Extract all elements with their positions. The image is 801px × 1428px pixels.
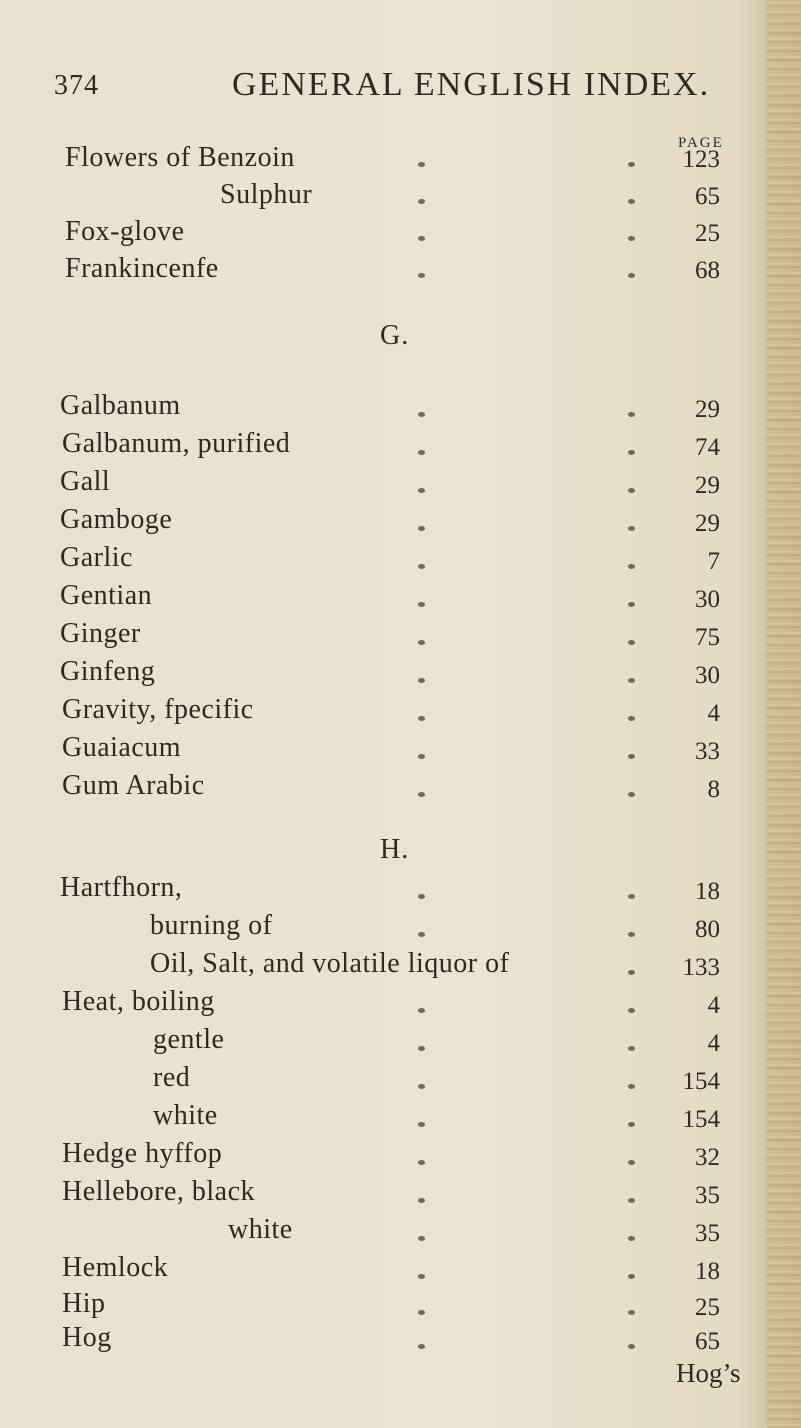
entry-name: Ginfeng [60, 656, 156, 687]
entry-page: 29 [695, 510, 720, 537]
entry-page: 65 [695, 183, 720, 210]
entry-page: 80 [695, 916, 720, 943]
leader-dot [418, 564, 425, 569]
index-entry [0, 770, 801, 810]
entry-page: 154 [682, 1106, 720, 1133]
leader-dot [628, 1236, 635, 1241]
entry-name: Fox-glove [65, 216, 185, 247]
index-entry [0, 216, 801, 256]
leader-dot [628, 1008, 635, 1013]
entry-name: Hartfhorn, [60, 872, 183, 903]
leader-dot [628, 488, 635, 493]
index-entry [0, 1252, 801, 1292]
entry-name: Gall [60, 466, 111, 497]
entry-name: Sulphur [220, 179, 313, 210]
entry-page: 30 [695, 586, 720, 613]
entry-page: 33 [695, 738, 720, 765]
index-entry [0, 694, 801, 734]
leader-dot [418, 932, 425, 937]
leader-dot [418, 526, 425, 531]
index-entry [0, 618, 801, 658]
leader-dot [628, 678, 635, 683]
page-number: 374 [54, 70, 99, 101]
leader-dot [418, 1344, 425, 1349]
leader-dot [418, 1274, 425, 1279]
index-entry [0, 872, 801, 912]
leader-dot [418, 602, 425, 607]
entry-page: 25 [695, 1294, 720, 1321]
entry-name: Gamboge [60, 504, 173, 535]
entry-name: Flowers of Benzoin [65, 142, 295, 173]
page-column-label: PAGE [678, 135, 724, 151]
entry-page: 65 [695, 1328, 720, 1355]
entry-name: burning of [150, 910, 273, 941]
leader-dot [628, 1274, 635, 1279]
index-entry [0, 1100, 801, 1140]
leader-dot [418, 162, 425, 167]
leader-dot [628, 792, 635, 797]
entry-page: 8 [707, 776, 720, 803]
leader-dot [628, 1084, 635, 1089]
entry-page: 123 [682, 146, 720, 173]
entry-page: 7 [707, 548, 720, 575]
entry-name: Frankincenfe [65, 253, 219, 284]
entry-page: 74 [695, 434, 720, 461]
entry-name: Galbanum, purified [62, 428, 291, 459]
leader-dot [628, 526, 635, 531]
leader-dot [628, 1160, 635, 1165]
index-entry [0, 504, 801, 544]
entry-name: Gentian [60, 580, 153, 611]
entry-name: Gum Arabic [62, 770, 205, 801]
index-entry [0, 580, 801, 620]
index-entry [0, 466, 801, 506]
entry-page: 154 [682, 1068, 720, 1095]
leader-dot [418, 1046, 425, 1051]
leader-dot [628, 640, 635, 645]
leader-dot [418, 450, 425, 455]
leader-dot [628, 162, 635, 167]
leader-dot [628, 1122, 635, 1127]
entry-page: 18 [695, 1258, 720, 1285]
catchword: Hog’s [676, 1358, 741, 1388]
leader-dot [418, 236, 425, 241]
index-entry [0, 1322, 801, 1362]
entry-name: red [153, 1062, 191, 1093]
entry-page: 29 [695, 472, 720, 499]
entry-page: 4 [707, 700, 720, 727]
index-entry [0, 142, 801, 182]
index-entry [0, 1062, 801, 1102]
index-entry [0, 910, 801, 950]
leader-dot [418, 412, 425, 417]
entry-name: Heat, boiling [62, 986, 215, 1017]
leader-dot [418, 488, 425, 493]
entry-name: Hip [62, 1288, 106, 1319]
index-entry [0, 1214, 801, 1254]
entry-page: 25 [695, 220, 720, 247]
entry-name: white [228, 1214, 293, 1245]
entry-page: 35 [695, 1220, 720, 1247]
leader-dot [628, 412, 635, 417]
leader-dot [628, 754, 635, 759]
leader-dot [628, 564, 635, 569]
leader-dot [628, 1198, 635, 1203]
leader-dot [418, 273, 425, 278]
entry-page: 29 [695, 396, 720, 423]
entry-page: 32 [695, 1144, 720, 1171]
leader-dot [418, 716, 425, 721]
index-entry [0, 732, 801, 772]
entry-page: 68 [695, 257, 720, 284]
entry-name: Hemlock [62, 1252, 169, 1283]
leader-dot [418, 1084, 425, 1089]
index-entry [0, 1138, 801, 1178]
index-entry [0, 1024, 801, 1064]
entry-page: 4 [707, 1030, 720, 1057]
entry-name: Galbanum [60, 390, 181, 421]
leader-dot [628, 273, 635, 278]
leader-dot [418, 754, 425, 759]
leader-dot [628, 602, 635, 607]
index-entry [0, 542, 801, 582]
entry-name: Ginger [60, 618, 141, 649]
entry-page: 18 [695, 878, 720, 905]
index-entry [0, 1176, 801, 1216]
entry-name: gentle [153, 1024, 225, 1055]
leader-dot [418, 199, 425, 204]
entry-page: 4 [707, 992, 720, 1019]
entry-name: Guaiacum [62, 732, 182, 763]
leader-dot [418, 678, 425, 683]
leader-dot [418, 1160, 425, 1165]
leader-dot [628, 199, 635, 204]
leader-dot [418, 1198, 425, 1203]
leader-dot [628, 932, 635, 937]
leader-dot [628, 1344, 635, 1349]
leader-dot [418, 1122, 425, 1127]
leader-dot [418, 1310, 425, 1315]
entry-name: Gravity, fpecific [62, 694, 254, 725]
entry-page: 75 [695, 624, 720, 651]
index-entry [0, 986, 801, 1026]
leader-dot [418, 640, 425, 645]
index-entry [0, 179, 801, 219]
index-entry [0, 948, 801, 988]
leader-dot [628, 236, 635, 241]
leader-dot [628, 1310, 635, 1315]
entry-name: Hog [62, 1322, 112, 1353]
entry-name: white [153, 1100, 218, 1131]
entry-page: 133 [682, 954, 720, 981]
leader-dot [628, 970, 635, 975]
entry-page: 35 [695, 1182, 720, 1209]
leader-dot [418, 792, 425, 797]
index-entry [0, 253, 801, 293]
index-entry [0, 656, 801, 696]
leader-dot [628, 450, 635, 455]
section-letter: H. [380, 834, 410, 865]
entry-page: 30 [695, 662, 720, 689]
leader-dot [628, 1046, 635, 1051]
leader-dot [628, 716, 635, 721]
running-title: GENERAL ENGLISH INDEX. [232, 66, 711, 103]
index-entry [0, 428, 801, 468]
index-entry [0, 390, 801, 430]
section-letter: G. [380, 320, 410, 351]
entry-name: Hedge hyffop [62, 1138, 223, 1169]
leader-dot [628, 894, 635, 899]
leader-dot [418, 1008, 425, 1013]
entry-name: Oil, Salt, and volatile liquor of [150, 948, 510, 979]
leader-dot [418, 1236, 425, 1241]
page-header [54, 66, 711, 110]
entry-name: Hellebore, black [62, 1176, 256, 1207]
entry-name: Garlic [60, 542, 133, 573]
leader-dot [418, 894, 425, 899]
